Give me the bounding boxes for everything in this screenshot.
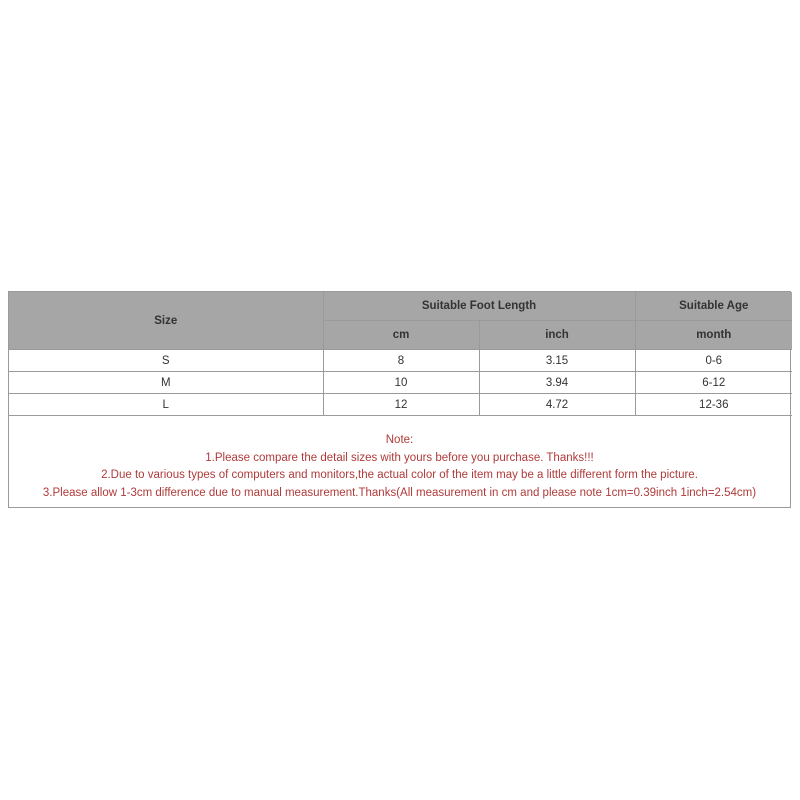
header-inch: inch: [479, 321, 635, 350]
size-chart: [8, 291, 791, 508]
cell-age: 0-6: [635, 350, 792, 372]
header-month: month: [635, 321, 792, 350]
cell-age: 6-12: [635, 372, 792, 394]
table-row: [9, 394, 792, 416]
size-table: [9, 292, 792, 416]
cell-cm: 12: [323, 394, 479, 416]
cell-size: M: [9, 372, 323, 394]
cell-age: 12-36: [635, 394, 792, 416]
header-foot-length: Suitable Foot Length: [323, 292, 635, 321]
header-cm: cm: [323, 321, 479, 350]
cell-cm: 8: [323, 350, 479, 372]
table-header-row: [9, 292, 792, 321]
cell-size: L: [9, 394, 323, 416]
cell-inch: 3.15: [479, 350, 635, 372]
header-size: Size: [9, 292, 323, 350]
table-row: [9, 350, 792, 372]
notes-section: [9, 416, 790, 502]
table-row: [9, 372, 792, 394]
note-line: 3.Please allow 1-3cm difference due to manual measurement.Thanks(All measurement in cm and please note 1cm=0.39inch 1inch=2.54cm): [42, 486, 757, 499]
header-age: Suitable Age: [635, 292, 792, 321]
note-line: 2.Due to various types of computers and monitors,the actual color of the item may be a little different form the picture.: [101, 469, 698, 481]
cell-inch: 4.72: [479, 394, 635, 416]
cell-cm: 10: [323, 372, 479, 394]
note-line: 1.Please compare the detail sizes with yours before you purchase. Thanks!!!: [205, 451, 594, 464]
cell-inch: 3.94: [479, 372, 635, 394]
cell-size: S: [9, 350, 323, 372]
notes-title: Note:: [385, 434, 414, 446]
